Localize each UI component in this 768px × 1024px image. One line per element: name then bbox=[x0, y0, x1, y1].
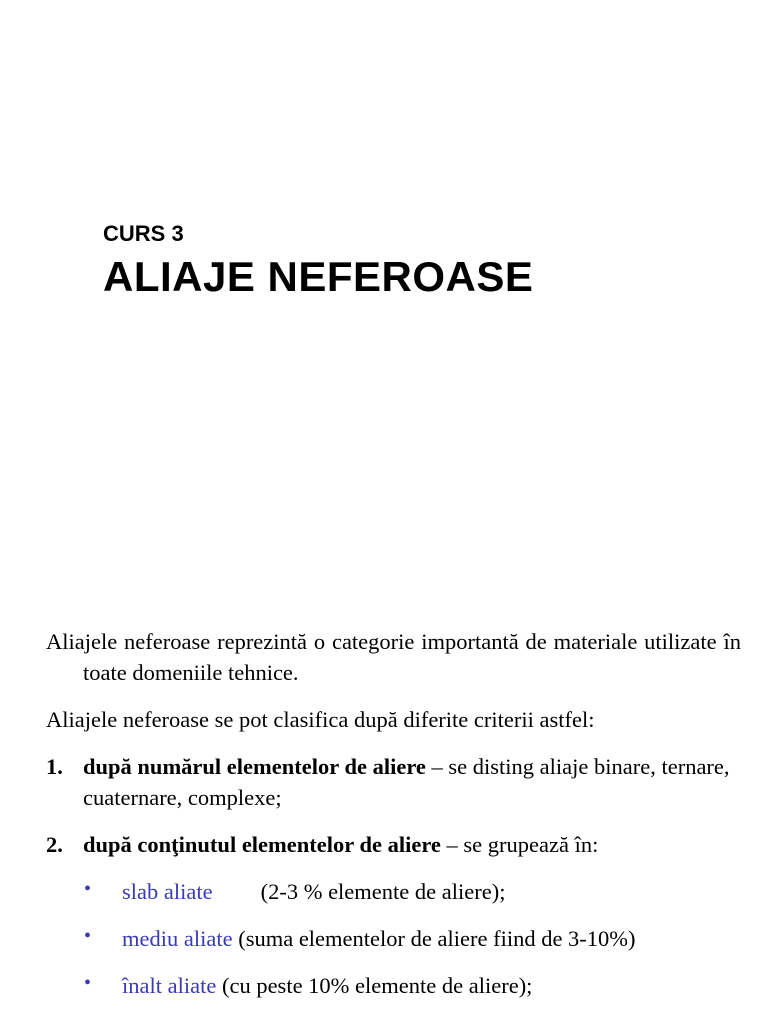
criterion-description: – se grupează în: bbox=[440, 832, 599, 857]
criterion-title: după numărul elementelor de aliere bbox=[83, 754, 426, 779]
course-label: CURS 3 bbox=[103, 221, 184, 246]
criterion-number: 2. bbox=[46, 832, 63, 857]
bullet-icon: • bbox=[84, 878, 92, 900]
bullet-term: înalt aliate bbox=[122, 973, 217, 998]
criterion-item-2 bbox=[46, 829, 741, 860]
bullet-item-slab-aliate bbox=[46, 876, 741, 907]
bullet-term: mediu aliate bbox=[122, 926, 233, 951]
bullet-item-inalt-aliate bbox=[46, 970, 741, 1001]
page-title: ALIAJE NEFEROASE bbox=[103, 253, 534, 300]
criterion-title: după conţinutul elementelor de aliere bbox=[83, 832, 441, 857]
bullet-item-mediu-aliate bbox=[46, 923, 741, 954]
bullet-icon: • bbox=[84, 925, 92, 947]
intro-paragraph: Aliajele neferoase reprezintă o categorie importantă de materiale utilizate în toate domeniile tehnice. bbox=[46, 629, 741, 685]
criterion-number: 1. bbox=[46, 754, 63, 779]
bullet-term: slab aliate bbox=[122, 879, 213, 904]
bullet-icon: • bbox=[84, 972, 92, 994]
title-block bbox=[103, 220, 533, 302]
bullet-description: (suma elementelor de aliere fiind de 3-10%) bbox=[232, 926, 636, 951]
classification-intro: Aliajele neferoase se pot clasifica după diferite criterii astfel: bbox=[46, 707, 595, 732]
document-body bbox=[46, 626, 741, 1017]
criterion-description: – se disting aliaje binare, ternare, cuaternare, complexe; bbox=[83, 754, 730, 810]
criterion-item-1 bbox=[46, 751, 741, 813]
bullet-description: (cu peste 10% elemente de aliere); bbox=[216, 973, 533, 998]
bullet-description: (2-3 % elemente de aliere); bbox=[260, 879, 506, 904]
